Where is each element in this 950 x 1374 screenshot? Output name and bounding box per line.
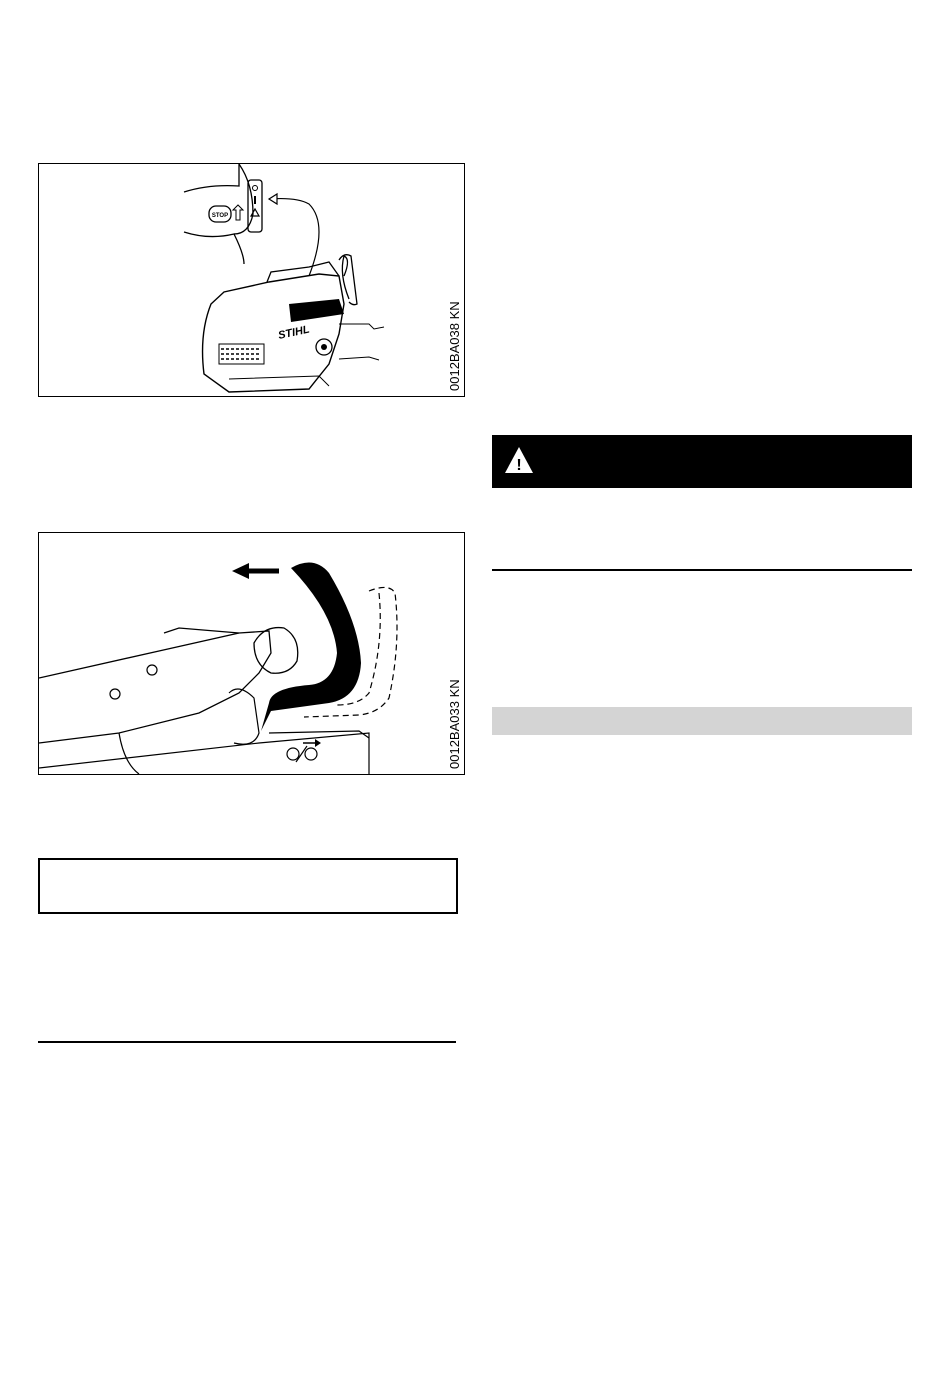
- warning-triangle-icon: [502, 443, 536, 477]
- section-heading-bar: [492, 707, 912, 735]
- warning-header: [492, 435, 912, 488]
- figure-code: 0012BA038 KN: [447, 301, 462, 391]
- chain-brake-illustration: [39, 533, 464, 774]
- notice-box: [38, 858, 458, 914]
- section-divider: [492, 569, 912, 571]
- stihl-brand: STIHL: [277, 323, 311, 342]
- stop-label: STOP: [211, 213, 229, 219]
- svg-text:!: !: [516, 457, 522, 474]
- figure-code: 0012BA033 KN: [447, 679, 462, 769]
- figure-master-control-lever: [38, 163, 465, 397]
- chainsaw-illustration: [39, 164, 464, 396]
- figure-chain-brake: [38, 532, 465, 775]
- section-divider: [38, 1041, 456, 1043]
